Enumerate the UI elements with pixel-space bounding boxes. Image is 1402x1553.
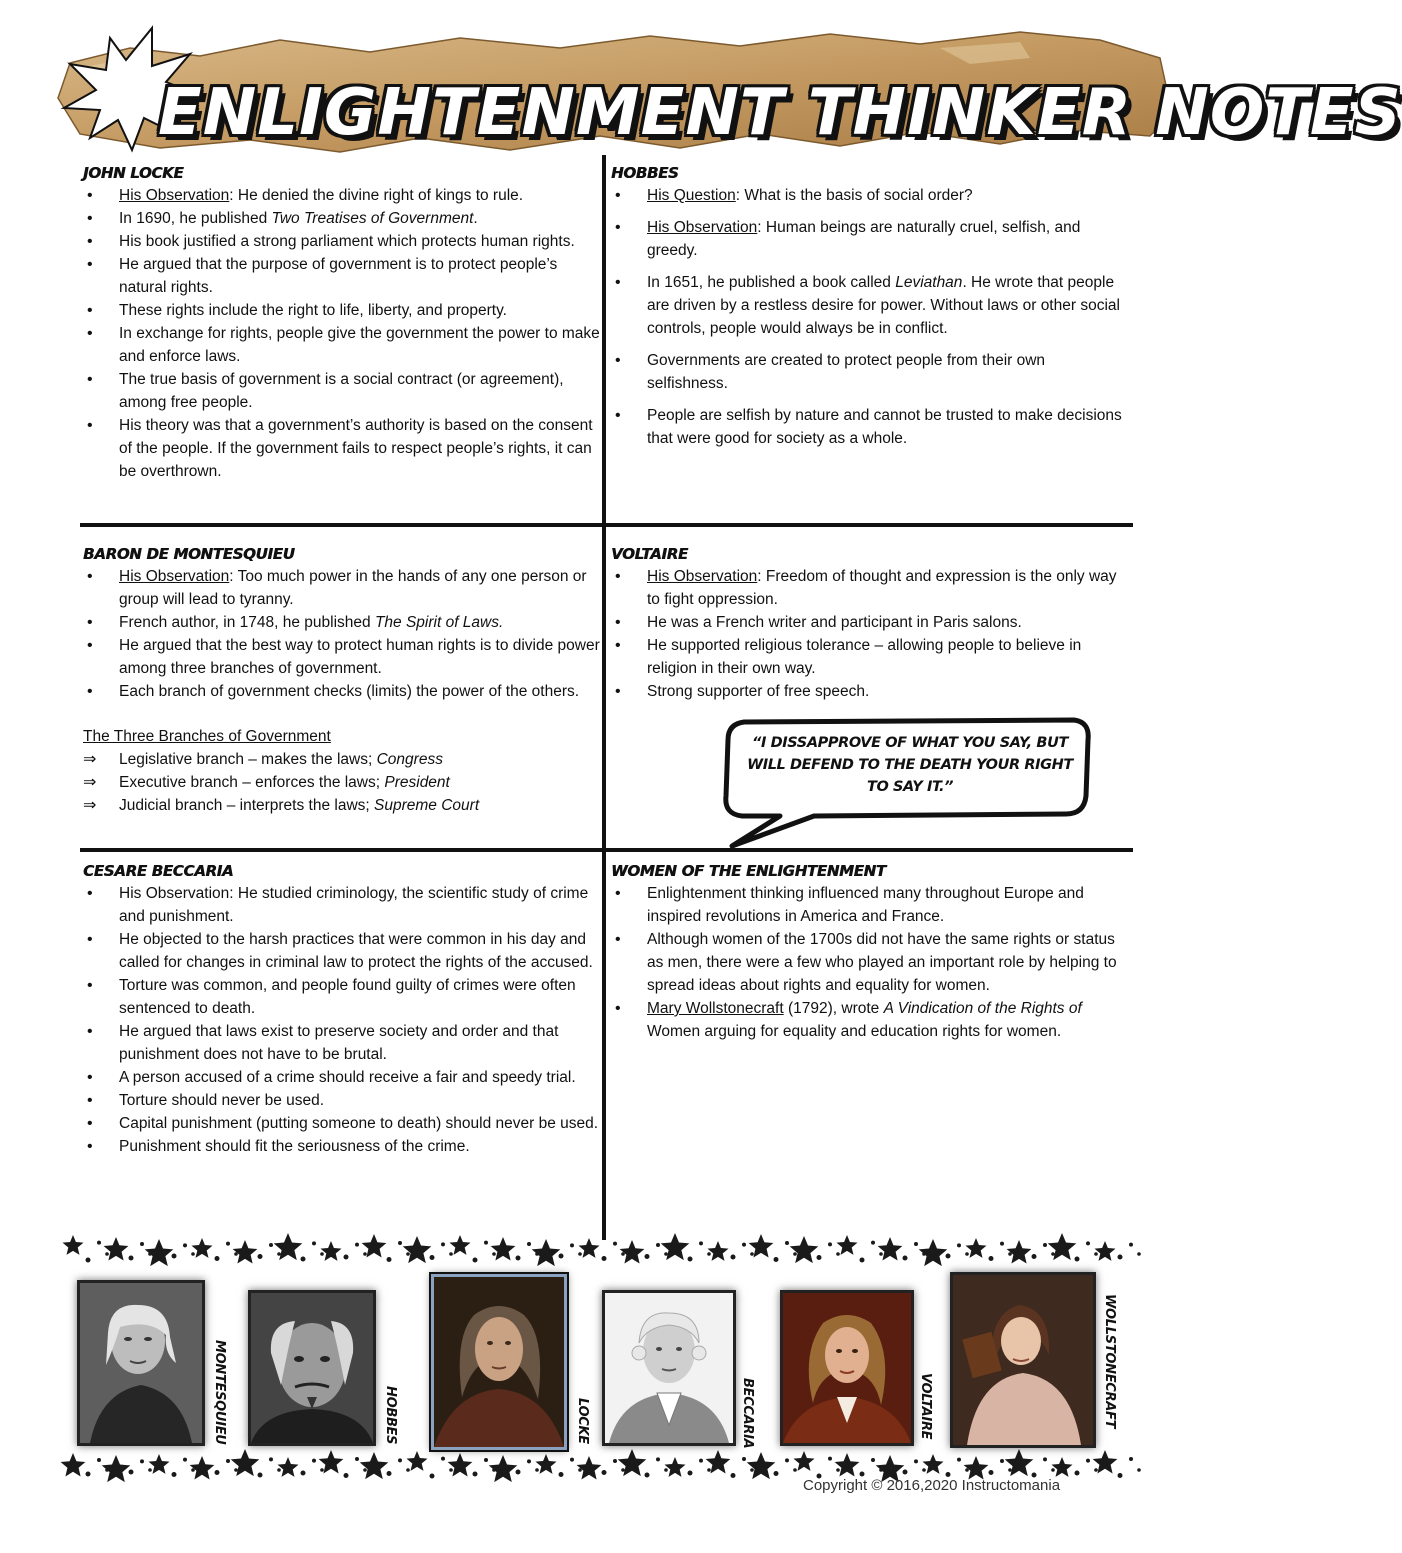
- star-decoration: [145, 1239, 174, 1266]
- star-decoration: [321, 1241, 342, 1261]
- star-decoration: [233, 1240, 258, 1264]
- list-item: • In exchange for rights, people give the government the power to make and enforce laws.: [83, 322, 601, 368]
- book-title: A Vindication of the Rights of: [883, 1000, 1082, 1017]
- hobbes-list: [611, 184, 1123, 450]
- dot-decoration: [699, 1241, 703, 1245]
- dot-decoration: [731, 1255, 736, 1260]
- dot-decoration: [965, 1252, 969, 1256]
- dot-decoration: [105, 1252, 109, 1256]
- dot-decoration: [344, 1255, 349, 1260]
- dot-decoration: [1094, 1468, 1098, 1472]
- star-decoration: [360, 1452, 389, 1479]
- dot-decoration: [774, 1471, 779, 1476]
- dot-decoration: [922, 1468, 926, 1472]
- dot-decoration: [914, 1242, 918, 1246]
- dot-decoration: [1086, 1241, 1090, 1245]
- star-decoration: [63, 1235, 84, 1255]
- dot-decoration: [742, 1457, 746, 1461]
- dot-decoration: [355, 1243, 359, 1247]
- dot-decoration: [527, 1459, 531, 1463]
- star-decoration: [450, 1235, 471, 1255]
- label-beccaria: BECCARIA: [740, 1378, 755, 1449]
- dot-decoration: [97, 1458, 101, 1462]
- portrait-locke: [431, 1274, 567, 1450]
- dot-decoration: [656, 1457, 660, 1461]
- dot-decoration: [1043, 1243, 1047, 1247]
- star-decoration: [1007, 1240, 1032, 1264]
- dot-decoration: [473, 1472, 478, 1477]
- star-decoration: [1005, 1449, 1034, 1476]
- observation-label: His Observation: [119, 187, 230, 204]
- dot-decoration: [129, 1256, 134, 1261]
- dot-decoration: [793, 1252, 797, 1256]
- star-decoration: [149, 1454, 170, 1474]
- list-item: • His book justified a strong parliament which protects human rights.: [83, 230, 601, 253]
- list-item: • Torture was common, and people found guilty of crimes were often sentenced to death.: [83, 974, 601, 1020]
- dot-decoration: [731, 1473, 736, 1478]
- dot-decoration: [957, 1458, 961, 1462]
- dot-decoration: [1094, 1252, 1098, 1256]
- wollstonecraft-image: [953, 1275, 1093, 1445]
- dot-decoration: [398, 1241, 402, 1245]
- star-decoration: [708, 1241, 729, 1261]
- star-decoration: [231, 1449, 260, 1476]
- portrait-voltaire: [780, 1290, 914, 1446]
- portrait-strip: [55, 1228, 1155, 1490]
- list-item: • The true basis of government is a social contract (or agreement), among free people.: [83, 368, 601, 414]
- women-heading: WOMEN OF THE ENLIGHTENMENT: [611, 862, 886, 880]
- star-decoration: [1052, 1457, 1073, 1477]
- list-item: • His Observation: Too much power in the hands of any one person or group will lead to tyranny.: [83, 565, 601, 611]
- star-decoration: [919, 1239, 948, 1266]
- dot-decoration: [688, 1471, 693, 1476]
- dot-decoration: [1137, 1468, 1141, 1472]
- wollstonecraft-name: Mary Wollstonecraft: [647, 1000, 784, 1017]
- star-decoration: [489, 1455, 518, 1482]
- star-decoration: [274, 1233, 303, 1260]
- voltaire-section: [611, 543, 1123, 703]
- dot-decoration: [191, 1252, 195, 1256]
- voltaire-list: [611, 565, 1123, 703]
- beccaria-list: [83, 882, 601, 1158]
- list-item: • Punishment should fit the seriousness of the crime.: [83, 1135, 601, 1158]
- voltaire-quote: “I DISSAPPROVE OF WHAT YOU SAY, BUT WILL DEFEND TO THE DEATH YOUR RIGHT TO SAY IT.”: [747, 735, 1073, 795]
- dot-decoration: [441, 1457, 445, 1461]
- dot-decoration: [535, 1468, 539, 1472]
- dot-decoration: [430, 1474, 435, 1479]
- dot-decoration: [707, 1252, 711, 1256]
- dot-decoration: [1118, 1255, 1123, 1260]
- copyright-text: Copyright © 2016,2020 Instructomania: [803, 1477, 1061, 1494]
- star-decoration: [491, 1237, 516, 1261]
- dot-decoration: [449, 1468, 453, 1472]
- dot-decoration: [871, 1458, 875, 1462]
- dot-decoration: [1129, 1457, 1133, 1461]
- list-item: • He supported religious tolerance – allowing people to believe in religion in their own way.: [611, 634, 1123, 680]
- dot-decoration: [226, 1242, 230, 1246]
- dot-decoration: [215, 1470, 220, 1475]
- list-item: • People are selfish by nature and cannot be trusted to make decisions that were good for society as a whole.: [611, 404, 1123, 450]
- list-item: • Capital punishment (putting someone to death) should never be used.: [83, 1112, 601, 1135]
- dot-decoration: [1075, 1471, 1080, 1476]
- locke-section: [83, 162, 601, 483]
- star-decoration: [536, 1454, 557, 1474]
- dot-decoration: [1000, 1459, 1004, 1463]
- montesquieu-heading: BARON DE MONTESQUIEU: [83, 545, 295, 563]
- dot-decoration: [570, 1243, 574, 1247]
- dot-decoration: [269, 1457, 273, 1461]
- list-item: • His Observation: Human beings are naturally cruel, selfish, and greedy.: [611, 216, 1123, 262]
- list-item: • His Observation: He studied criminology, the scientific study of crime and punishment.: [83, 882, 601, 928]
- dot-decoration: [277, 1252, 281, 1256]
- star-decoration: [620, 1240, 645, 1264]
- dot-decoration: [484, 1458, 488, 1462]
- hobbes-image: [251, 1293, 373, 1443]
- dot-decoration: [742, 1243, 746, 1247]
- dot-decoration: [903, 1256, 908, 1261]
- dot-decoration: [645, 1473, 650, 1478]
- list-item: • He argued that laws exist to preserve society and order and that punishment does not have to be brutal.: [83, 1020, 601, 1066]
- dot-decoration: [363, 1468, 367, 1472]
- list-item: • These rights include the right to life, liberty, and property.: [83, 299, 601, 322]
- dot-decoration: [1051, 1252, 1055, 1256]
- dot-decoration: [344, 1473, 349, 1478]
- voltaire-image: [783, 1293, 911, 1443]
- list-item: • His Observation: He denied the divine right of kings to rule.: [83, 184, 601, 207]
- list-item: • He argued that the purpose of government is to protect people’s natural rights.: [83, 253, 601, 299]
- portrait-beccaria: [602, 1290, 736, 1446]
- dot-decoration: [398, 1458, 402, 1462]
- book-title: Two Treatises of Government: [271, 210, 474, 227]
- dot-decoration: [559, 1254, 564, 1259]
- dot-decoration: [1075, 1257, 1080, 1262]
- horizontal-divider-1: [80, 523, 1133, 527]
- dot-decoration: [664, 1252, 668, 1256]
- dot-decoration: [1043, 1457, 1047, 1461]
- star-decoration: [661, 1233, 690, 1260]
- dot-decoration: [449, 1252, 453, 1256]
- dot-decoration: [148, 1468, 152, 1472]
- dot-decoration: [645, 1254, 650, 1259]
- observation-label: His Observation: [647, 219, 758, 236]
- dot-decoration: [183, 1458, 187, 1462]
- dot-decoration: [320, 1468, 324, 1472]
- dot-decoration: [301, 1257, 306, 1262]
- label-montesquieu: MONTESQUIEU: [212, 1340, 227, 1445]
- dot-decoration: [355, 1457, 359, 1461]
- dot-decoration: [172, 1254, 177, 1259]
- hobbes-heading: HOBBES: [611, 164, 679, 182]
- dot-decoration: [226, 1459, 230, 1463]
- star-decoration: [403, 1236, 432, 1263]
- dot-decoration: [793, 1468, 797, 1472]
- voltaire-heading: VOLTAIRE: [611, 545, 688, 563]
- dot-decoration: [527, 1242, 531, 1246]
- dot-decoration: [516, 1470, 521, 1475]
- dot-decoration: [879, 1252, 883, 1256]
- list-item: • He argued that the best way to protect human rights is to divide power among three branches of government.: [83, 634, 601, 680]
- hobbes-section: [611, 162, 1123, 450]
- dot-decoration: [860, 1472, 865, 1477]
- dot-decoration: [312, 1459, 316, 1463]
- dot-decoration: [621, 1468, 625, 1472]
- dot-decoration: [312, 1241, 316, 1245]
- dot-decoration: [559, 1472, 564, 1477]
- dot-decoration: [97, 1241, 101, 1245]
- book-title: Leviathan: [895, 274, 963, 291]
- list-item: • His Question: What is the basis of social order?: [611, 184, 1123, 207]
- dot-decoration: [86, 1472, 91, 1477]
- list-item: • He objected to the harsh practices that were common in his day and called for changes in criminal law to protect the rights of the accused.: [83, 928, 601, 974]
- star-decoration: [665, 1457, 686, 1477]
- dot-decoration: [1000, 1242, 1004, 1246]
- dot-decoration: [140, 1242, 144, 1246]
- dot-decoration: [172, 1472, 177, 1477]
- list-item: • Mary Wollstonecraft (1792), wrote A Vindication of the Rights of Women arguing for equality and education rights for women.: [611, 997, 1123, 1043]
- title-banner: [40, 18, 1402, 168]
- dot-decoration: [387, 1257, 392, 1262]
- dot-decoration: [1051, 1468, 1055, 1472]
- list-item: • Although women of the 1700s did not have the same rights or status as men, there were a few who played an important role by helping to spread ideas about rights and equality for women.: [611, 928, 1123, 997]
- dot-decoration: [903, 1470, 908, 1475]
- star-decoration: [448, 1453, 473, 1477]
- dot-decoration: [774, 1257, 779, 1262]
- dot-decoration: [129, 1470, 134, 1475]
- dot-decoration: [1137, 1252, 1141, 1256]
- beccaria-image: [605, 1293, 733, 1443]
- dot-decoration: [215, 1256, 220, 1261]
- dot-decoration: [836, 1468, 840, 1472]
- star-decoration: [1048, 1233, 1077, 1260]
- dot-decoration: [570, 1458, 574, 1462]
- book-title: The Spirit of Laws.: [374, 614, 504, 631]
- branch-item: ⇒ Legislative branch – makes the laws; Congress: [83, 748, 601, 771]
- vertical-divider: [602, 155, 606, 1240]
- dot-decoration: [86, 1258, 91, 1263]
- dot-decoration: [750, 1252, 754, 1256]
- montesquieu-section: [83, 543, 601, 817]
- star-decoration: [278, 1457, 299, 1477]
- dot-decoration: [602, 1256, 607, 1261]
- star-decoration: [579, 1238, 600, 1258]
- label-hobbes: HOBBES: [383, 1386, 398, 1445]
- list-item: • His Observation: Freedom of thought and expression is the only way to fight oppression.: [611, 565, 1123, 611]
- branch-item: ⇒ Executive branch – enforces the laws; President: [83, 771, 601, 794]
- star-decoration: [966, 1238, 987, 1258]
- list-item: • Governments are created to protect people from their own selfishness.: [611, 349, 1123, 395]
- dot-decoration: [613, 1459, 617, 1463]
- dot-decoration: [140, 1459, 144, 1463]
- question-label: His Question: [647, 187, 736, 204]
- star-decoration: [790, 1236, 819, 1263]
- dot-decoration: [828, 1457, 832, 1461]
- dot-decoration: [957, 1243, 961, 1247]
- list-item: • A person accused of a crime should receive a fair and speedy trial.: [83, 1066, 601, 1089]
- dot-decoration: [578, 1252, 582, 1256]
- star-decoration: [835, 1453, 860, 1477]
- label-voltaire: VOLTAIRE: [918, 1373, 933, 1440]
- label-wollstonecraft: WOLLSTONECRAFT: [1102, 1294, 1117, 1429]
- dot-decoration: [1032, 1254, 1037, 1259]
- dot-decoration: [516, 1256, 521, 1261]
- dot-decoration: [946, 1254, 951, 1259]
- dot-decoration: [258, 1473, 263, 1478]
- star-decoration: [577, 1456, 602, 1480]
- dot-decoration: [430, 1255, 435, 1260]
- dot-decoration: [785, 1241, 789, 1245]
- star-decoration: [964, 1456, 989, 1480]
- dot-decoration: [656, 1243, 660, 1247]
- dot-decoration: [406, 1252, 410, 1256]
- star-decoration: [878, 1237, 903, 1261]
- list-item: • Torture should never be used.: [83, 1089, 601, 1112]
- dot-decoration: [1086, 1459, 1090, 1463]
- dot-decoration: [320, 1252, 324, 1256]
- locke-heading: JOHN LOCKE: [83, 164, 184, 182]
- dot-decoration: [989, 1470, 994, 1475]
- star-decoration: [1095, 1241, 1116, 1261]
- dot-decoration: [688, 1257, 693, 1262]
- locke-list: [83, 184, 601, 483]
- portrait-hobbes: [248, 1290, 376, 1446]
- branch-item: ⇒ Judicial branch – interprets the laws; Supreme Court: [83, 794, 601, 817]
- list-item: • Each branch of government checks (limits) the power of the others.: [83, 680, 601, 703]
- star-decoration: [532, 1239, 561, 1266]
- branches-list: [83, 748, 601, 817]
- dot-decoration: [1008, 1468, 1012, 1472]
- branches-heading: The Three Branches of Government: [83, 728, 331, 745]
- dot-decoration: [1118, 1473, 1123, 1478]
- star-decoration: [104, 1237, 129, 1261]
- dot-decoration: [871, 1241, 875, 1245]
- star-decoration: [407, 1451, 428, 1471]
- dot-decoration: [406, 1468, 410, 1472]
- dot-decoration: [860, 1258, 865, 1263]
- star-decoration: [747, 1452, 776, 1479]
- list-item: • French author, in 1748, he published The Spirit of Laws.: [83, 611, 601, 634]
- dot-decoration: [277, 1468, 281, 1472]
- dot-decoration: [183, 1243, 187, 1247]
- locke-image: [434, 1277, 564, 1447]
- star-decoration: [192, 1238, 213, 1258]
- dot-decoration: [817, 1255, 822, 1260]
- dot-decoration: [828, 1242, 832, 1246]
- star-decoration: [190, 1456, 215, 1480]
- dot-decoration: [1129, 1243, 1133, 1247]
- montesquieu-list: [83, 565, 601, 703]
- star-decoration: [61, 1453, 86, 1477]
- dot-decoration: [750, 1468, 754, 1472]
- dot-decoration: [301, 1471, 306, 1476]
- label-locke: LOCKE: [575, 1398, 590, 1444]
- star-decoration: [102, 1455, 131, 1482]
- dot-decoration: [836, 1252, 840, 1256]
- list-item: • His theory was that a government’s authority is based on the consent of the people. If the government fails to respect people’s rights, it can be overthrown.: [83, 414, 601, 483]
- dot-decoration: [707, 1468, 711, 1472]
- observation-label: His Observation: [647, 568, 758, 585]
- dot-decoration: [363, 1252, 367, 1256]
- women-list: [611, 882, 1123, 1043]
- beccaria-heading: CESARE BECCARIA: [83, 862, 234, 880]
- dot-decoration: [699, 1459, 703, 1463]
- list-item: • In 1651, he published a book called Leviathan. He wrote that people are driven by a restless desire for power. Without laws or other social controls, people would always be in conflict.: [611, 271, 1123, 340]
- women-section: [611, 860, 1123, 1043]
- dot-decoration: [269, 1243, 273, 1247]
- dot-decoration: [492, 1252, 496, 1256]
- list-item: • In 1690, he published Two Treatises of Government.: [83, 207, 601, 230]
- dot-decoration: [234, 1468, 238, 1472]
- montesquieu-image: [80, 1283, 202, 1443]
- observation-label: His Observation: [119, 568, 230, 585]
- dot-decoration: [989, 1256, 994, 1261]
- beccaria-section: [83, 860, 601, 1158]
- dot-decoration: [258, 1254, 263, 1259]
- dot-decoration: [484, 1241, 488, 1245]
- dot-decoration: [473, 1258, 478, 1263]
- list-item: • Enlightenment thinking influenced many throughout Europe and inspired revolutions in America and France.: [611, 882, 1123, 928]
- star-decoration: [837, 1235, 858, 1255]
- quote-speech-bubble: [718, 718, 1098, 850]
- star-decoration: [923, 1454, 944, 1474]
- list-item: • Strong supporter of free speech.: [611, 680, 1123, 703]
- dot-decoration: [441, 1242, 445, 1246]
- star-decoration: [794, 1451, 815, 1471]
- dot-decoration: [914, 1459, 918, 1463]
- dot-decoration: [785, 1458, 789, 1462]
- dot-decoration: [613, 1242, 617, 1246]
- page-title: ENLIGHTENMENT THINKER NOTES: [158, 76, 1402, 150]
- portrait-wollstonecraft: [950, 1272, 1096, 1448]
- portrait-montesquieu: [77, 1280, 205, 1446]
- star-decoration: [618, 1449, 647, 1476]
- dot-decoration: [387, 1471, 392, 1476]
- list-item: • He was a French writer and participant in Paris salons.: [611, 611, 1123, 634]
- dot-decoration: [664, 1468, 668, 1472]
- dot-decoration: [602, 1470, 607, 1475]
